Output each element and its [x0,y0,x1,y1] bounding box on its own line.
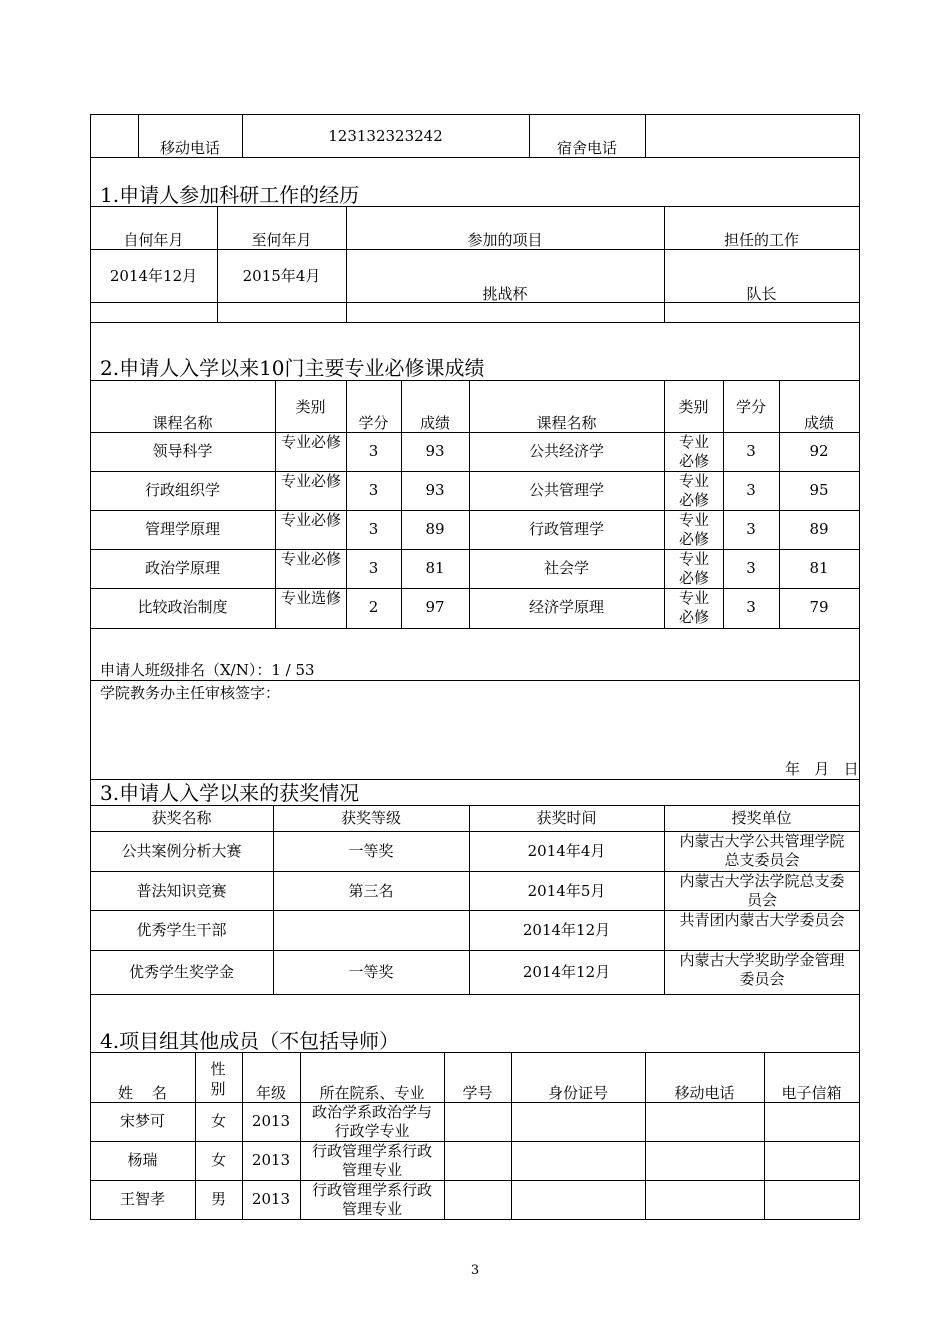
dorm-label: 宿舍电话 [556,139,617,157]
s4-row1-name: 宋梦可 [119,1112,165,1130]
s3-row1-name: 公共案例分析大赛 [121,842,242,860]
s2-row1-left-type: 专业必修 [280,433,341,451]
s2-row5-left-score: 97 [425,598,445,616]
s4-row3-gender: 男 [210,1190,226,1208]
s1-row1-role: 队长 [746,285,777,303]
s4-row1-grade: 2013 [251,1112,291,1130]
s2-row5-left-type: 专业选修 [280,589,341,607]
s2-row4-right-score: 81 [809,559,829,577]
s2-row2-left-score: 93 [425,481,445,499]
s3-row1-level: 一等奖 [348,842,394,860]
s1-row1-project: 挑战杯 [482,285,528,303]
s2-row5-left-course: 比较政治制度 [137,598,228,616]
s2-row2-left-course: 行政组织学 [144,481,220,499]
s2-header-score-left: 成绩 [419,414,450,432]
signature-label: 学院教务办主任审核签字： [100,684,281,702]
s4-header-id-card: 身份证号 [547,1084,608,1102]
section4-title: 4.项目组其他成员（不包括导师） [100,1029,400,1053]
s3-row1-issuer: 内蒙古大学公共管理学院总支委员会 [679,832,845,869]
s2-header-credit-left: 学分 [358,414,389,432]
s2-row4-left-score: 81 [425,559,445,577]
s2-header-course-left: 课程名称 [152,414,213,432]
s2-row1-left-score: 93 [425,442,445,460]
s2-header-course-right: 课程名称 [536,414,597,432]
s4-row3-dept: 行政管理学系行政管理专业 [311,1181,432,1218]
s2-row3-left-type: 专业必修 [280,511,341,529]
s2-row2-right-course: 公共管理学 [528,481,604,499]
s2-row1-right-type: 专业必修 [678,433,709,470]
s1-header-to: 至何年月 [251,231,312,249]
s4-row1-dept: 政治学系政治学与行政学专业 [311,1103,432,1140]
s2-row5-left-credit: 2 [368,598,379,616]
s2-header-credit-right: 学分 [735,398,766,416]
s2-row1-right-course: 公共经济学 [528,442,604,460]
s2-row3-right-type: 专业必修 [678,511,709,548]
s2-row4-right-type: 专业必修 [678,550,709,587]
s3-header-time: 获奖时间 [536,809,597,827]
s3-row3-issuer: 共青团内蒙古大学委员会 [679,911,845,929]
s2-row1-left-course: 领导科学 [152,442,213,460]
section2-title: 2.申请人入学以来10门主要专业必修课成绩 [100,356,485,380]
s4-header-gender: 性别 [210,1060,226,1098]
s2-row3-right-credit: 3 [746,520,756,538]
s2-row1-right-score: 92 [809,442,829,460]
s3-row4-name: 优秀学生奖学金 [128,963,234,981]
s2-row2-right-credit: 3 [746,481,756,499]
mobile-value: 123132323242 [328,127,443,145]
s4-header-grade: 年级 [255,1084,286,1102]
s2-row3-left-credit: 3 [368,520,379,538]
s4-row2-gender: 女 [210,1151,226,1169]
s1-header-project: 参加的项目 [467,231,543,249]
s4-header-name: 姓 名 [117,1084,168,1102]
s1-row1-to: 2015年4月 [242,267,321,285]
s2-row4-left-course: 政治学原理 [144,559,220,577]
s3-row2-name: 普法知识竞赛 [136,882,227,900]
s2-row5-right-score: 79 [809,598,829,616]
s4-row1-gender: 女 [210,1112,226,1130]
section3-title: 3.申请人入学以来的获奖情况 [100,781,360,805]
s4-header-student-id: 学号 [462,1084,493,1102]
s2-row4-right-course: 社会学 [543,559,589,577]
s1-header-role: 担任的工作 [723,231,799,249]
page-number: 3 [470,1263,480,1278]
s3-row2-time: 2014年5月 [527,882,606,900]
s2-row4-left-type: 专业必修 [280,550,341,568]
s3-row1-time: 2014年4月 [527,842,606,860]
s3-row2-issuer: 内蒙古大学法学院总支委员会 [679,872,845,909]
s4-row2-dept: 行政管理学系行政管理专业 [311,1142,432,1179]
s3-row3-name: 优秀学生干部 [136,921,227,939]
s4-header-phone: 移动电话 [674,1084,735,1102]
s3-row3-time: 2014年12月 [522,921,611,939]
mobile-label: 移动电话 [159,139,220,157]
s3-row4-time: 2014年12月 [522,963,611,981]
s3-header-name: 获奖名称 [151,809,212,827]
s3-row4-issuer: 内蒙古大学奖助学金管理委员会 [679,951,845,988]
s4-row3-name: 王智孝 [119,1190,165,1208]
s2-header-type-right: 类别 [678,398,709,416]
s3-row2-level: 第三名 [348,882,394,900]
s2-row2-right-type: 专业必修 [678,472,709,509]
s3-header-issuer: 授奖单位 [731,809,792,827]
s4-row2-grade: 2013 [251,1151,291,1169]
s2-row4-left-credit: 3 [368,559,379,577]
class-rank: 申请人班级排名（X/N）：1 / 53 [100,661,315,679]
s2-row2-right-score: 95 [809,481,829,499]
s2-header-type-left: 类别 [295,398,326,416]
s2-row5-right-course: 经济学原理 [528,598,604,616]
s3-row4-level: 一等奖 [348,963,394,981]
s1-header-from: 自何年月 [123,231,184,249]
section1-title: 1.申请人参加科研工作的经历 [100,183,360,207]
s4-header-email: 电子信箱 [781,1084,842,1102]
s2-row5-right-credit: 3 [746,598,756,616]
s2-row5-right-type: 专业必修 [678,589,709,626]
s2-header-score-right: 成绩 [803,414,834,432]
signature-date: 年 月 日 [785,760,859,778]
s1-row1-from: 2014年12月 [109,267,198,285]
s2-row1-right-credit: 3 [746,442,756,460]
s2-row3-right-score: 89 [809,520,829,538]
s2-row3-left-score: 89 [425,520,445,538]
s4-row2-name: 杨瑞 [127,1151,158,1169]
s2-row3-right-course: 行政管理学 [528,520,604,538]
s2-row2-left-type: 专业必修 [280,472,341,490]
s2-row3-left-course: 管理学原理 [144,520,220,538]
s2-row1-left-credit: 3 [368,442,379,460]
s2-row4-right-credit: 3 [746,559,756,577]
s3-header-level: 获奖等级 [340,809,401,827]
s4-row3-grade: 2013 [251,1190,291,1208]
s2-row2-left-credit: 3 [368,481,379,499]
s4-header-dept: 所在院系、专业 [319,1084,425,1102]
